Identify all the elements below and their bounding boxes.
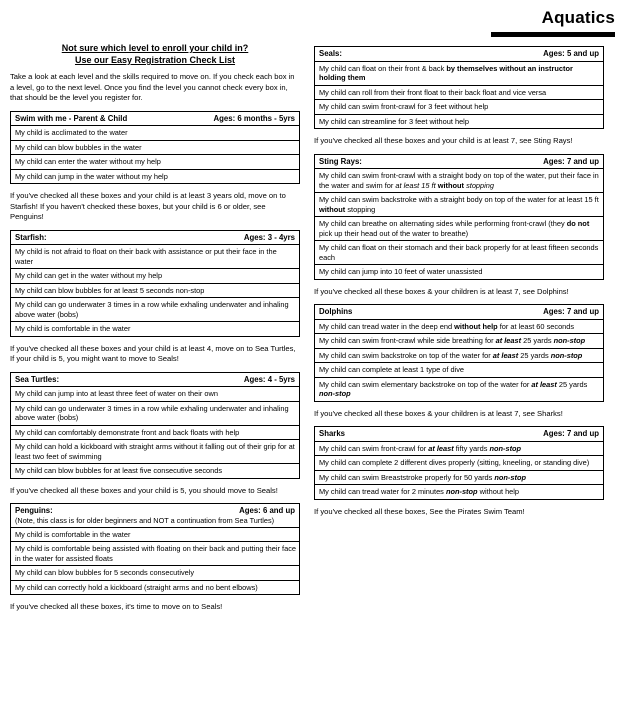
checklist-item[interactable]: My child can swim backstroke with a straight body on top of the water for at least 15 ft without stopping [315,193,604,217]
checklist-item[interactable]: My child can tread water for 2 minutes non-stop without help [315,485,604,500]
checklist-row[interactable] [11,245,300,269]
checklist-item[interactable]: My child is not afraid to float on their back with assistance or put their face in the water [11,245,300,269]
level-table [314,154,604,280]
checklist-item[interactable]: My child can tread water in the deep end without help for at least 60 seconds [315,319,604,334]
checklist-item[interactable]: My child can swim front-crawl for 3 feet without help [315,100,604,115]
level-ages: Ages: 6 months - 5yrs [213,113,295,123]
level-header [315,427,604,442]
level-followup-text: If you've checked all these boxes and your child is at least 7, see Sting Rays! [314,136,573,145]
checklist-row[interactable] [315,319,604,334]
right-column [314,42,604,524]
checklist-row[interactable] [315,377,604,401]
checklist-item[interactable]: My child can go underwater 3 times in a row while exhaling underwater and inhaling above water (bobs) [11,401,300,425]
level-note: (Note, this class is for older beginners and NOT a continuation from Sea Turtles) [15,515,275,525]
level-table [10,503,300,595]
checklist-item[interactable]: My child can jump in the water without my help [11,169,300,184]
intro-line-2: Use our Easy Registration Check List [74,55,236,65]
checklist-row[interactable] [315,265,604,280]
checklist-item[interactable]: My child can swim elementary backstroke on top of the water for at least 25 yards non-stop [315,377,604,401]
checklist-item[interactable]: My child can streamline for 3 feet without help [315,114,604,129]
level-ages: Ages: 7 and up [543,307,599,316]
level-table [10,111,300,185]
checklist-item[interactable]: My child can enter the water without my help [11,155,300,170]
checklist-row[interactable] [11,580,300,595]
level-header [315,47,604,62]
level-followup-text: If you've checked all these boxes, it's time to move on to Seals! [10,602,223,612]
checklist-item[interactable]: My child can swim backstroke on top of the water for at least 25 yards non-stop [315,348,604,363]
left-column [10,42,300,620]
checklist-row[interactable] [11,283,300,298]
level-table [314,426,604,500]
level-name: Seals: [319,49,342,58]
level-header [11,111,300,126]
level-name: Swim with me - Parent & Child [15,113,128,123]
checklist-item[interactable]: My child can swim front-crawl with a straight body on top of the water, put their face in the water and swim for at least 15 ft without stopping [315,169,604,193]
checklist-item[interactable]: My child is comfortable being assisted with floating on their back and putting their face in the water for assisted floats [11,542,300,566]
level-header [11,372,300,387]
checklist-row[interactable] [315,193,604,217]
checklist-row[interactable] [315,100,604,115]
level-ages: Ages: 7 and up [543,156,599,166]
checklist-item[interactable]: My child can blow bubbles for at least 5 seconds non-stop [11,283,300,298]
level-ages: Ages: 6 and up [239,506,295,515]
checklist-row[interactable] [11,269,300,284]
level-name: Sting Rays: [319,156,362,166]
level-ages: Ages: 5 and up [543,49,599,58]
checklist-row[interactable] [315,169,604,193]
level-header [11,504,300,528]
checklist-row[interactable] [315,485,604,500]
checklist-row[interactable] [11,169,300,184]
checklist-row[interactable] [315,334,604,349]
checklist-row[interactable] [11,542,300,566]
level-table [314,304,604,402]
checklist-row[interactable] [11,155,300,170]
level-ages: Ages: 3 - 4yrs [243,232,295,242]
checklist-row[interactable] [11,401,300,425]
checklist-row[interactable] [11,322,300,337]
checklist-row[interactable] [11,440,300,464]
checklist-row[interactable] [315,61,604,85]
checklist-row[interactable] [11,425,300,440]
level-followup-text: If you've checked all these boxes and your child is at least 3 years old, move on to Starfish! If you haven't checked these boxes, but your child is 6 or older, see Penguins! [10,191,286,221]
checklist-row[interactable] [315,363,604,378]
checklist-row[interactable] [11,298,300,322]
level-name: Sharks [319,429,346,438]
checklist-item[interactable]: My child can blow bubbles for 5 seconds consecutively [11,566,300,581]
checklist-row[interactable] [315,85,604,100]
level-name: Dolphins [319,307,353,316]
level-header [11,230,300,245]
checklist-row[interactable] [11,566,300,581]
page-title: Aquatics [541,8,615,27]
page-header [10,8,617,42]
checklist-row[interactable] [315,348,604,363]
checklist-item[interactable]: My child can blow bubbles in the water [11,140,300,155]
level-header [315,154,604,169]
checklist-row[interactable] [315,456,604,471]
checklist-item[interactable]: My child can swim front-crawl while side breathing for at least 25 yards non-stop [315,334,604,349]
level-followup-text: If you've checked all these boxes and your child is 5, you should move to Seals! [10,485,278,495]
level-ages: Ages: 7 and up [543,429,599,438]
level-name: Starfish: [15,232,47,242]
checklist-item[interactable]: My child can swim Breaststroke properly for 50 yards non-stop [315,470,604,485]
left-level-list [10,111,300,613]
level-followup-text: If you've checked all these boxes and your child is at least 4, move on to Sea Turtles, If your child is 5, you might want to move to Seals! [10,343,296,363]
level-table [10,230,300,337]
checklist-row[interactable] [11,126,300,141]
checklist-row[interactable] [315,241,604,265]
checklist-item[interactable]: My child can jump into 10 feet of water unassisted [315,265,604,280]
checklist-row[interactable] [11,464,300,479]
level-name: Penguins: [15,506,53,515]
level-header [315,305,604,320]
checklist-item[interactable]: My child is acclimated to the water [11,126,300,141]
checklist-item[interactable]: My child can breathe on alternating sides while performing front-crawl (they do not pick up their head out of the water to breathe) [315,217,604,241]
checklist-row[interactable] [315,441,604,456]
checklist-item[interactable]: My child can comfortably demonstrate front and back floats with help [11,425,300,440]
checklist-row[interactable] [11,527,300,542]
checklist-item[interactable]: My child is comfortable in the water [11,322,300,337]
content-columns [10,42,617,620]
checklist-row[interactable] [11,140,300,155]
header-rule [491,32,615,37]
level-name: Sea Turtles: [15,374,60,384]
checklist-row[interactable] [315,217,604,241]
level-ages: Ages: 4 - 5yrs [243,374,295,384]
checklist-item[interactable]: My child can blow bubbles for at least five consecutive seconds [11,464,300,479]
level-table [314,46,604,129]
checklist-item[interactable]: My child is comfortable in the water [11,527,300,542]
checklist-item[interactable]: My child can float on their stomach and their back properly for at least fifteen seconds each [315,241,604,265]
checklist-item[interactable]: My child can hold a kickboard with straight arms without it falling out of their grip for at least two feet of swimming [11,440,300,464]
checklist-item[interactable]: My child can get in the water without my help [11,269,300,284]
checklist-item[interactable]: My child can swim front-crawl for at least fifty yards non-stop [315,441,604,456]
intro-heading [10,42,300,66]
checklist-row[interactable] [11,387,300,402]
checklist-row[interactable] [315,114,604,129]
checklist-row[interactable] [315,470,604,485]
checklist-item[interactable]: My child can roll from their front float to their back float and vice versa [315,85,604,100]
intro-line-1: Not sure which level to enroll your child in? [61,43,249,53]
checklist-item[interactable]: My child can complete at least 1 type of dive [315,363,604,378]
checklist-item[interactable]: My child can complete 2 different dives properly (sitting, kneeling, or standing dive) [315,456,604,471]
checklist-item[interactable]: My child can jump into at least three feet of water on their own [11,387,300,402]
level-followup-text: If you've checked all these boxes & your children is at least 7, see Sharks! [314,408,563,418]
level-followup-text: If you've checked all these boxes, See the Pirates Swim Team! [314,506,525,516]
checklist-item[interactable]: My child can float on their front & back by themselves without an instructor holding them [315,61,604,85]
right-level-list [314,46,604,517]
intro-paragraph: Take a look at each level and the skills required to move on. If you check each box in a level, go to the next level. Once you find the level you cannot check every box in, that should be the level you register for. [10,72,295,102]
checklist-item[interactable]: My child can correctly hold a kickboard (straight arms and no bent elbows) [11,580,300,595]
level-followup-text: If you've checked all these boxes & your children is at least 7, see Dolphins! [314,286,569,296]
checklist-item[interactable]: My child can go underwater 3 times in a row while exhaling underwater and inhaling above water (bobs) [11,298,300,322]
level-table [10,372,300,479]
